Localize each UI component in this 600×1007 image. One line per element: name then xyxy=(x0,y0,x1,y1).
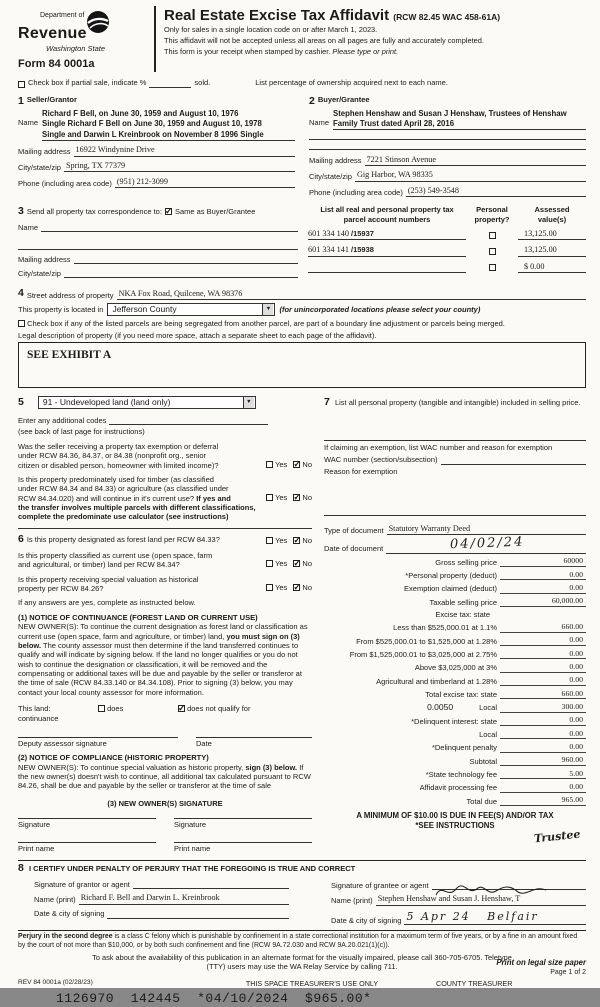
section-7-number: 7 xyxy=(324,395,330,408)
grantor-name-label: Name (print) xyxy=(34,895,76,905)
buyer-mailing-field[interactable]: 7221 Stinson Avenue xyxy=(365,155,586,166)
parcel-number-field-3[interactable] xyxy=(308,272,466,273)
certify-statement: I CERTIFY UNDER PENALTY OF PERJURY THAT THE FOREGOING IS TRUE AND CORRECT xyxy=(28,863,356,873)
county-dropdown[interactable] xyxy=(107,303,275,316)
ownership-note: List percentage of ownership acquired next to each name. xyxy=(255,78,448,88)
seller-mailing-field[interactable]: 16922 Windynine Drive xyxy=(74,145,295,156)
grantee-name-field[interactable]: Stephen Henshaw and Susan J. Henshaw, T xyxy=(376,894,586,905)
corr-blank-line[interactable] xyxy=(18,240,298,250)
land-does-checkbox[interactable] xyxy=(98,705,105,712)
deputy-assessor-signature-line[interactable]: Deputy assessor signature xyxy=(18,737,178,748)
print-note: Print on legal size paper xyxy=(496,957,586,967)
land-does-not-checkbox[interactable] xyxy=(178,705,185,712)
type-of-document-field[interactable]: Statutory Warranty Deed xyxy=(387,524,586,535)
instruction-line-3: This form is your receipt when stamped by cashier. Please type or print. xyxy=(164,46,399,56)
buyer-mailing-label: Mailing address xyxy=(309,156,362,166)
timber-yes-checkbox[interactable] xyxy=(266,494,273,501)
section-2-buyer xyxy=(309,95,586,198)
current-use-no-checkbox[interactable] xyxy=(293,560,300,567)
section-3-correspondence xyxy=(18,205,308,278)
deputy-date-line[interactable]: Date xyxy=(196,737,312,748)
this-land-row: This land: continuance does ✓ does not qualify for xyxy=(18,704,312,723)
total-due-label: Total due xyxy=(466,796,497,806)
gross-price-label: Gross selling price xyxy=(435,557,497,567)
land-use-dropdown-value: 91 - Undeveloped land (land only) xyxy=(42,397,171,408)
section-1-number: 1 xyxy=(18,94,24,107)
penalty-label: *Delinquent penalty xyxy=(431,743,497,753)
alternate-format-note: To ask about the availability of this publication in an alternate format for the visually impaired, please call 360-705-6705. Teletype (TTY) users may use the WA Relay Service by calling 711. xyxy=(92,953,512,972)
section-6-number: 6 xyxy=(18,532,24,545)
footer-row xyxy=(18,979,586,988)
sections-5-6-column xyxy=(18,394,320,853)
local-tax-label: 0.0050 Local xyxy=(427,702,497,713)
section-1-seller xyxy=(18,95,295,198)
grantee-signature-label: Signature of grantee or agent xyxy=(331,880,429,890)
assessed-value-field-1[interactable]: 13,125.00 xyxy=(518,229,586,240)
exemption-no-checkbox[interactable] xyxy=(293,461,300,468)
type-of-document-label: Type of document xyxy=(324,526,384,536)
notice1-title: (1) NOTICE OF CONTINUANCE (FOREST LAND OR CURRENT USE) xyxy=(18,612,258,622)
seller-mailing-label: Mailing address xyxy=(18,147,71,157)
agtimber-value[interactable]: 0.00 xyxy=(500,675,586,686)
seller-name-line-2[interactable]: Single Richard F Bell on June 30, 1959 and August 10, 1978 xyxy=(42,119,262,129)
section-8-certify xyxy=(18,860,586,925)
date-of-document-field[interactable] xyxy=(386,536,586,553)
handwritten-trustee-note: Trustee xyxy=(532,828,581,846)
processing-fee-label: Affidavit processing fee xyxy=(419,783,497,793)
new-owners-signature-title: (3) NEW OWNER(S) SIGNATURE xyxy=(107,798,223,808)
delinquent-interest-value[interactable]: 0.00 xyxy=(500,715,586,726)
seller-name-line-3[interactable]: Single and Darwin L Kreinbrook on November 8 1996 Single xyxy=(42,130,295,141)
new-owner-print-name-line-2[interactable]: Print name xyxy=(174,842,312,853)
current-use-question: Is this property classified as current use (open space, farm and agricultural, or timber) land per RCW 84.34? Yes ✓ No xyxy=(18,551,312,570)
new-owner-print-name-line-1[interactable]: Print name xyxy=(18,842,156,853)
buyer-name-line-1[interactable]: Stephen Henshaw and Susan J Henshaw, Trustees of Henshaw xyxy=(333,108,567,118)
section-7-money-column xyxy=(320,394,586,853)
seller-phone-label: Phone (including area code) xyxy=(18,178,112,188)
same-as-buyer-label: Same as Buyer/Grantee xyxy=(174,207,256,217)
tier3-label: From $1,525,000.01 to $3,025,000 at 2.75% xyxy=(349,650,497,660)
bottom-note xyxy=(496,958,586,978)
personal-property-checkbox-2[interactable] xyxy=(489,248,496,255)
new-owner-signature-line-1[interactable]: Signature xyxy=(18,818,156,829)
dept-of-label: Department of xyxy=(40,12,85,19)
instruction-line-1: Only for sales in a single location code on or after March 1, 2023. xyxy=(164,25,378,35)
buyer-city-label: City/state/zip xyxy=(309,172,352,182)
buyer-city-field[interactable]: Gig Harbor, WA 98335 xyxy=(355,170,586,181)
parcel-col-header: List all real and personal property tax parcel account numbers xyxy=(320,205,454,224)
partial-sale-checkbox[interactable] xyxy=(18,81,25,88)
street-address-label: Street address of property xyxy=(26,290,114,300)
legal-description-label: Legal description of property (if you need more space, attach a separate sheet to each page of the affidavit). xyxy=(18,330,377,340)
grantor-signature-field[interactable] xyxy=(133,888,289,889)
perjury-note: Perjury in the second degree is a class C felony which is punishable by confinement in a state correctional institution for a maximum term of five years, or by a fine in an amount fixed by the court of not more than $10,000, or by both such confinement and fine (RCW 9A.72.030 and RCW 9A.20.021(1)(c)). xyxy=(18,930,586,950)
personal-property-blank[interactable] xyxy=(324,431,586,441)
exemption-yes-checkbox[interactable] xyxy=(266,461,273,468)
notice1-paragraph: NEW OWNER(S): To continue the current designation as forest land or classification as current use (open space, farm and agriculture, or timber) land, you must sign on (3) below. The county assessor must then determine if the land transferred continues to qualify and will indicate by signing below. If the land no longer qualifies or you do not wish to continue the designation or classification, it will be removed and the compensating or additional taxes will be due and payable by the seller or transferor at the time of sale (RCW 84.33.140 or 84.34.108). Prior to signing (3) below, you may contact your local county assessor for more information. xyxy=(18,622,308,697)
segregate-note: Check box if any of the listed parcels are being segregated from another parcel, are part of a boundary line adjustment or parcels being merged. xyxy=(27,319,505,329)
assessed-value-col-header: Assessed value(s) xyxy=(534,205,570,224)
seller-name-label: Name xyxy=(18,117,39,127)
revenue-wordmark: Revenue xyxy=(18,25,87,42)
buyer-name-blank-1[interactable] xyxy=(309,130,586,140)
partial-percent-field[interactable] xyxy=(149,80,191,88)
buyer-name-label: Name xyxy=(309,117,330,127)
buyer-phone-field[interactable]: (253) 549-3548 xyxy=(406,186,586,197)
timber-no-checkbox[interactable] xyxy=(293,494,300,501)
parcel-row-3 xyxy=(308,262,586,273)
seller-city-field[interactable]: Spring, TX 77379 xyxy=(64,161,295,172)
notice2-title: (2) NOTICE OF COMPLIANCE (HISTORIC PROPERTY) xyxy=(18,753,209,763)
personal-property-checkbox-1[interactable] xyxy=(489,232,496,239)
notice2-paragraph: NEW OWNER(S): To continue special valuation as historic property, sign (3) below. If the new owner(s) doesn't wish to continue, all additional tax calculated pursuant to RCW 84.26, shall be due and payable by the seller or transferor at the time of sale xyxy=(18,762,311,791)
grantor-date-field[interactable] xyxy=(107,918,289,919)
excise-tax-state-header: Excise tax: state xyxy=(435,610,490,620)
parcel-number-field-1[interactable]: 601 334 140 /15937 xyxy=(308,229,466,240)
buyer-name-line-2[interactable]: Family Trust dated April 28, 2016 xyxy=(333,119,586,130)
treasurer-use-label: THIS SPACE TREASURER'S USE ONLY xyxy=(245,978,379,988)
exemption-note: If claiming an exemption, list WAC number and reason for exemption xyxy=(324,443,553,453)
gross-price-value[interactable]: 60000 xyxy=(500,556,586,567)
buyer-name-blank-2[interactable] xyxy=(309,140,586,150)
page-number: Page 1 of 2 xyxy=(550,969,586,977)
date-of-document-label: Date of document xyxy=(324,544,384,554)
county-dropdown-value: Jefferson County xyxy=(112,304,177,315)
parcel-table xyxy=(308,205,586,278)
taxable-price-value[interactable]: 60,000.00 xyxy=(500,596,586,607)
tier1-value[interactable]: 660.00 xyxy=(500,622,586,633)
timber-yes-no: Yes ✓ No xyxy=(262,493,312,503)
form-header xyxy=(18,6,586,72)
handwritten-date: 04/02/24 xyxy=(449,535,525,553)
taxable-price-label: Taxable selling price xyxy=(429,597,497,607)
corr-mailing-field[interactable] xyxy=(74,263,298,264)
parcel-number-field-2[interactable]: 601 334 141 /15938 xyxy=(308,245,466,256)
grantee-date-field[interactable] xyxy=(404,910,586,925)
grantor-date-label: Date & city of signing xyxy=(34,909,105,919)
total-state-label: Total excise tax: state xyxy=(425,690,497,699)
wac-number-field[interactable] xyxy=(441,464,586,465)
located-in-label: This property is located in xyxy=(18,305,104,315)
local-rate: 0.0050 xyxy=(427,702,454,713)
agency-brand xyxy=(18,6,154,72)
forest-land-question: 6 Is this property designated as forest land per RCW 84.33? Yes ✓ No xyxy=(18,533,312,546)
total-state-value[interactable]: 660.00 xyxy=(500,689,586,700)
parcel-row-2 xyxy=(308,245,586,256)
grantor-name-field[interactable]: Richard F. Bell and Darwin L. Kreinbrook xyxy=(79,893,289,904)
corr-name-label: Name xyxy=(18,222,39,232)
parcel-row-1 xyxy=(308,229,586,240)
tier4-label: Above $3,025,000 at 3% xyxy=(414,663,497,673)
form-title: Real Estate Excise Tax Affidavit (RCW 82.45 WAC 458-61A) xyxy=(164,7,501,24)
same-as-buyer-checkbox[interactable] xyxy=(165,208,172,215)
tech-fee-label: *State technology fee xyxy=(425,769,497,779)
delinquent-local-label: Local xyxy=(479,729,497,739)
land-use-dropdown[interactable] xyxy=(38,396,256,409)
assessed-value-field-3[interactable]: $ 0.00 xyxy=(518,262,586,273)
corr-city-label: City/state/zip xyxy=(18,268,61,278)
legal-description-value: SEE EXHIBIT A xyxy=(27,348,112,361)
wac-number-label: WAC number (section/subsection) xyxy=(324,455,438,465)
partial-sale-row xyxy=(18,78,586,87)
assessed-value-field-2[interactable]: 13,125.00 xyxy=(518,245,586,256)
correspondence-label: Send all property tax correspondence to: xyxy=(26,207,162,217)
current-use-yes-no: Yes ✓ No xyxy=(262,559,312,569)
section-3-number: 3 xyxy=(18,205,24,218)
total-due-value[interactable]: 965.00 xyxy=(500,795,586,806)
personal-property-checkbox-3[interactable] xyxy=(489,264,496,271)
delinquent-interest-label: *Delinquent interest: state xyxy=(411,716,497,726)
historic-no-checkbox[interactable] xyxy=(293,584,300,591)
street-address-field[interactable]: NKA Fox Road, Quilcene, WA 98376 xyxy=(117,289,586,300)
tech-fee-value[interactable]: 5.00 xyxy=(500,769,586,780)
partial-sold-label: sold. xyxy=(194,78,211,88)
personal-property-intro: List all personal property (tangible and intangible) included in selling price. xyxy=(334,397,581,407)
rev-number: REV 84 0001a (02/28/23) xyxy=(18,978,93,986)
corr-city-field[interactable] xyxy=(64,277,298,278)
exemption-deduct-label: Exemption claimed (deduct) xyxy=(404,584,497,594)
corr-mailing-label: Mailing address xyxy=(18,254,71,264)
subtotal-label: Subtotal xyxy=(469,756,497,766)
minimum-due-note: A MINIMUM OF $10.00 IS DUE IN FEE(S) AND/OR TAX *SEE INSTRUCTIONS Trustee xyxy=(356,811,581,846)
additional-codes-field[interactable] xyxy=(109,424,268,425)
section-2-number: 2 xyxy=(309,94,315,107)
washington-state-label: Washington State xyxy=(46,44,106,53)
reason-exemption-blank[interactable] xyxy=(324,506,586,516)
treasurer-stamp: 1126970 142445 *04/10/2024 $965.00* xyxy=(56,990,372,1006)
county-treasurer-label: COUNTY TREASURER xyxy=(436,978,513,988)
chevron-down-icon[interactable]: ▼ xyxy=(243,397,254,408)
timber-question: Is this property predominately used for timber (as classified under RCW 84.34 and 84.33) or agriculture (as classified under RCW 84.34.020) and will continue in it's current use? If yes and the transfer involves multiple parcels with different classifications, complete the predominate use calculator (see instructions) Yes ✓ No xyxy=(18,475,312,522)
grantee-date-label: Date & city of signing xyxy=(331,915,402,925)
revenue-logo-icon xyxy=(86,10,110,34)
county-note: (for unincorporated locations please select your county) xyxy=(279,305,481,315)
personal-deduct-value[interactable]: 0.00 xyxy=(500,570,586,581)
grantee-signature-field[interactable] xyxy=(432,880,586,890)
seller-phone-field[interactable]: (951) 212-3099 xyxy=(115,177,295,188)
corr-name-field[interactable] xyxy=(41,231,298,232)
tier1-label: Less than $525,000.01 at 1.1% xyxy=(393,623,497,633)
legal-description-box[interactable] xyxy=(18,342,586,388)
seller-city-label: City/state/zip xyxy=(18,162,61,172)
if-yes-note: If any answers are yes, complete as instructed below. xyxy=(18,598,196,608)
delinquent-local-value[interactable]: 0.00 xyxy=(500,729,586,740)
personal-property-col-header: Personal property? xyxy=(474,205,510,224)
processing-fee-value[interactable]: 0.00 xyxy=(500,782,586,793)
form-number: Form 84 0001a xyxy=(18,58,95,71)
grantee-name-label: Name (print) xyxy=(331,896,373,906)
reason-exemption-label: Reason for exemption xyxy=(324,466,398,476)
penalty-value[interactable]: 0.00 xyxy=(500,742,586,753)
rcw-code: (RCW 82.45 WAC 458-61A) xyxy=(393,12,501,22)
chevron-down-icon[interactable]: ▼ xyxy=(262,304,273,315)
forest-yes-no: Yes ✓ No xyxy=(262,536,312,546)
forest-no-checkbox[interactable] xyxy=(293,537,300,544)
historic-yes-checkbox[interactable] xyxy=(266,584,273,591)
buyer-grantee-label: Buyer/Grantee xyxy=(317,94,370,104)
handwritten-date-city: 5 Apr 24 Belfair xyxy=(406,910,539,924)
section-4-number: 4 xyxy=(18,287,24,300)
historic-question: Is this property receiving special valuation as historical property per RCW 84.26? Yes ✓ No xyxy=(18,575,312,594)
forest-yes-checkbox[interactable] xyxy=(266,537,273,544)
section-8-number: 8 xyxy=(18,861,24,874)
tier3-value[interactable]: 0.00 xyxy=(500,649,586,660)
see-back-note: (see back of last page for instructions) xyxy=(18,427,145,437)
subtotal-value[interactable]: 960.00 xyxy=(500,755,586,766)
agtimber-label: Agricultural and timberland at 1.28% xyxy=(376,676,497,686)
instruction-line-2: This affidavit will not be accepted unless all areas on all pages are fully and accurately completed. xyxy=(164,36,484,45)
new-owner-signature-line-2[interactable]: Signature xyxy=(174,818,312,829)
grantor-signature-label: Signature of grantor or agent xyxy=(34,879,130,889)
grantee-signing-block xyxy=(315,875,586,925)
exemption-question: Was the seller receiving a property tax exemption or deferral under RCW 84.36, 84.37, or 84.38 (nonprofit org., senior citizen or disabled person, homeowner with limited income)? Yes ✓ No xyxy=(18,442,312,470)
partial-sale-label: Check box if partial sale, indicate % xyxy=(28,78,147,88)
additional-codes-label: Enter any additional codes xyxy=(18,416,107,426)
seller-grantor-label: Seller/Grantor xyxy=(26,94,77,104)
tier2-value[interactable]: 0.00 xyxy=(500,635,586,646)
historic-yes-no: Yes ✓ No xyxy=(262,583,312,593)
local-tax-value[interactable]: 300.00 xyxy=(500,702,586,713)
tier4-value[interactable]: 0.00 xyxy=(500,662,586,673)
segregated-checkbox[interactable] xyxy=(18,320,25,327)
segregate-row xyxy=(18,319,586,328)
current-use-yes-checkbox[interactable] xyxy=(266,560,273,567)
buyer-phone-label: Phone (including area code) xyxy=(309,187,403,197)
grantor-signing-block xyxy=(18,875,289,925)
personal-deduct-label: *Personal property (deduct) xyxy=(405,571,497,580)
section-5-number: 5 xyxy=(18,395,24,408)
section-4-property xyxy=(18,287,586,388)
exemption-deduct-value[interactable]: 0.00 xyxy=(500,583,586,594)
exemption-yes-no: Yes ✓ No xyxy=(262,460,312,470)
seller-name-line-1[interactable]: Richard F Bell, on June 30, 1959 and August 10, 1976 xyxy=(42,108,239,118)
tier2-label: From $525,000.01 to $1,525,000 at 1.28% xyxy=(356,636,497,646)
